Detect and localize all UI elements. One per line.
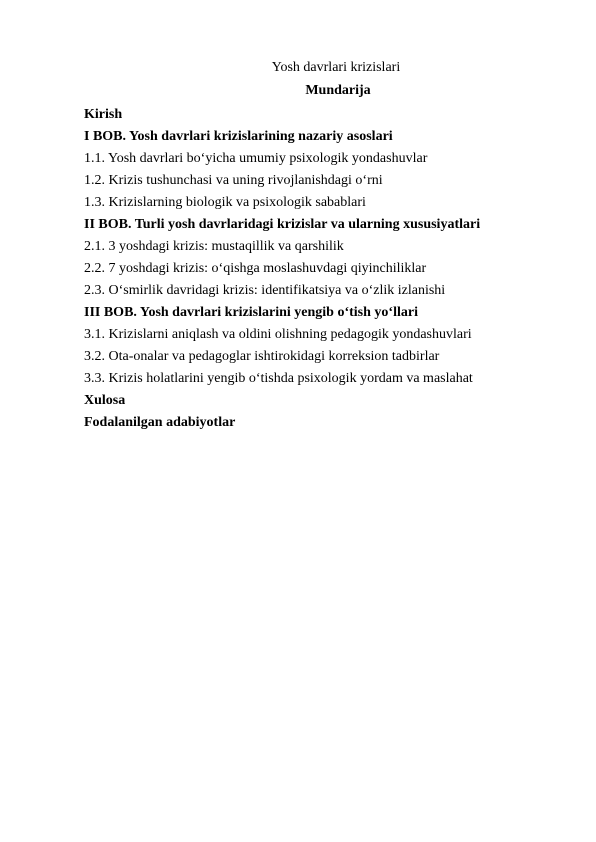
toc-item-1-1: 1.1. Yosh davrlari bo‘yicha umumiy psixologik yondashuvlar [84,151,428,166]
toc-item-2-3: 2.3. O‘smirlik davridagi krizis: identifikatsiya va o‘zlik izlanishi [84,283,446,298]
toc-item-3-3: 3.3. Krizis holatlarini yengib o‘tishda psixologik yordam va maslahat [84,371,473,386]
toc-item-kirish: Kirish [84,107,123,122]
toc-item-1-3: 1.3. Krizislarning biologik va psixologik sabablari [84,195,366,210]
toc-item-2-1: 2.1. 3 yoshdagi krizis: mustaqillik va qarshilik [84,239,344,254]
toc-item-3-2: 3.2. Ota-onalar va pedagoglar ishtirokidagi korreksion tadbirlar [84,349,440,364]
table-of-contents [84,104,564,434]
toc-item-xulosa: Xulosa [84,393,126,408]
toc-item-chapter-3: III BOB. Yosh davrlari krizislarini yengib o‘tish yo‘llari [84,305,418,320]
toc-item-3-1: 3.1. Krizislarni aniqlash va oldini olishning pedagogik yondashuvlari [84,327,472,342]
toc-item-chapter-1: I BOB. Yosh davrlari krizislarining nazariy asoslari [84,129,393,144]
toc-item-references: Fodalanilgan adabiyotlar [84,415,236,430]
toc-item-chapter-2: II BOB. Turli yosh davrlaridagi krizislar va ularning xususiyatlari [84,217,481,232]
document-title: Yosh davrlari krizislari [271,60,401,75]
toc-item-2-2: 2.2. 7 yoshdagi krizis: o‘qishga moslashuvdagi qiyinchiliklar [84,261,427,276]
toc-heading: Mundarija [305,83,371,98]
toc-item-1-2: 1.2. Krizis tushunchasi va uning rivojlanishdagi o‘rni [84,173,383,188]
